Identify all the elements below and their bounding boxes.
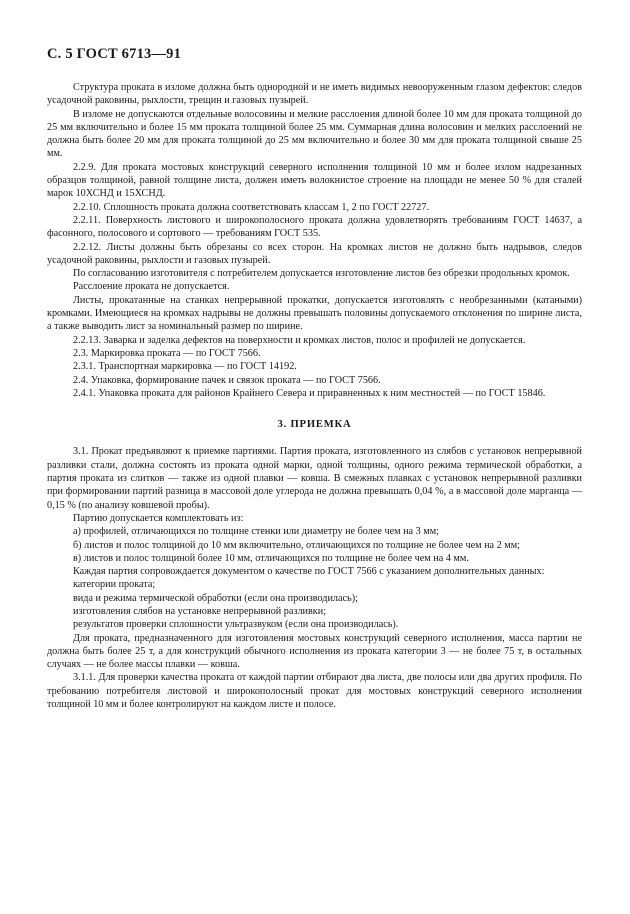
paragraph: Расслоение проката не допускается. [73,281,230,293]
clause-2-2-10: 2.2.10. Сплошность проката должна соответствовать классам 1, 2 по ГОСТ 22727. [73,201,430,213]
clause-2-4-1: 2.4.1. Упаковка проката для районов Крайнего Севера и приравненных к ним местностей — по ГОСТ 15846. [73,387,546,399]
list-item-b: б) листов и полос толщиной до 10 мм включительно, отличающихся по толщине не более чем на 2 мм; [73,539,520,551]
paragraph: Структура проката в изломе должна быть однородной и не иметь видимых невооруженным глазом дефектов: следов усадочной раковины, рыхлости, трещин и газовых пузырей. [47,82,582,107]
paragraph: В изломе не допускаются отдельные волосовины и мелкие расслоения длиной более 10 мм для проката толщиной до 25 мм включительно и более 15 мм проката толщиной более 25 мм. Суммарная длина волосовин и мелких расслоений не должна быть более 20 мм для проката толщиной до 25 мм включительно и более 30 мм для проката толщиной свыше 25 мм. [47,108,582,160]
paragraph: Каждая партия сопровождается документом о качестве по ГОСТ 7566 с указанием дополнительных данных: [73,566,545,578]
clause-2-3: 2.3. Маркировка проката — по ГОСТ 7566. [73,347,261,359]
clause-3-1: 3.1. Прокат предъявляют к приемке партиями. Партия проката, изготовленного из слябов с установок непрерывной разливки стали, должна состоять из проката одной марки, одной толщины, одного режима термической обработки, а партия проката из слитков — также из одной плавки — ковша. В смежных плавках с установок непрерывной разливки при формировании партий разница в массовой доле углерода не должна превышать 0,04 %, а в массовой доле марганца — 0,15 % (по анализу ковшевой пробы). [47,446,582,511]
document-body [47,81,582,711]
paragraph: По согласованию изготовителя с потребителем допускается изготовление листов без обрезки продольных кромок. [73,268,570,280]
clause-2-2-12: 2.2.12. Листы должны быть обрезаны со всех сторон. На кромках листов не должно быть надрывов, следов усадочной раковины, рыхлости и газовых пузырей. [47,241,582,266]
clause-3-1-1: 3.1.1. Для проверки качества проката от каждой партии отбирают два листа, две полосы или два других профиля. По требованию потребителя листовой и широкополосный прокат для мостовых конструкций северного исполнения толщиной 10 мм и более контролируют на каждом листе и полосе. [47,672,582,711]
list-item-c: в) листов и полос толщиной более 10 мм, отличающихся по толщине не более чем на 4 мм. [73,552,469,564]
section-title: 3. ПРИЕМКА [277,419,352,431]
list-item: вида и режима термической обработки (если она производилась); [73,592,358,604]
clause-2-4: 2.4. Упаковка, формирование пачек и связок проката — по ГОСТ 7566. [73,374,381,386]
list-item-a: а) профилей, отличающихся по толщине стенки или диаметру не более чем на 3 мм; [73,526,439,538]
paragraph: Для проката, предназначенного для изготовления мостовых конструкций северного исполнения, масса партии не должна быть более 25 т, а для конструкций обычного исполнения из проката категории 3 — не более 75 т, в остальных случаях — не более массы плавки — ковша. [47,632,582,671]
list-item: категории проката; [73,579,156,591]
list-item: результатов проверки сплошности ультразвуком (если она производилась). [73,619,399,631]
clause-2-2-13: 2.2.13. Заварка и заделка дефектов на поверхности и кромках листов, полос и профилей не допускается. [73,334,526,346]
list-item: изготовления слябов на установке непрерывной разливки; [73,605,327,617]
clause-2-2-9: 2.2.9. Для проката мостовых конструкций северного исполнения толщиной 10 мм и более излом надрезанных образцов толщиной, равной толщине листа, должен иметь волокнистое строение на площади не менее 50 % для сталей марок 10ХСНД и 15ХСНД. [47,161,582,200]
paragraph: Листы, прокатанные на станках непрерывной прокатки, допускается изготовлять с необрезанными (катаными) кромками. Имеющиеся на кромках надрывы не должны превышать половины допускаемого отклонения по ширине листа, а также выводить лист за номинальный размер по ширине. [47,294,582,333]
page-header: С. 5 ГОСТ 6713—91 [47,46,182,62]
clause-2-3-1: 2.3.1. Транспортная маркировка — по ГОСТ 14192. [73,361,297,373]
clause-2-2-11: 2.2.11. Поверхность листового и широкополосного проката должна удовлетворять требованиям ГОСТ 14637, а фасонного, полосового и сортового — требованиям ГОСТ 535. [47,214,582,240]
paragraph: Партию допускается комплектовать из: [73,512,244,524]
